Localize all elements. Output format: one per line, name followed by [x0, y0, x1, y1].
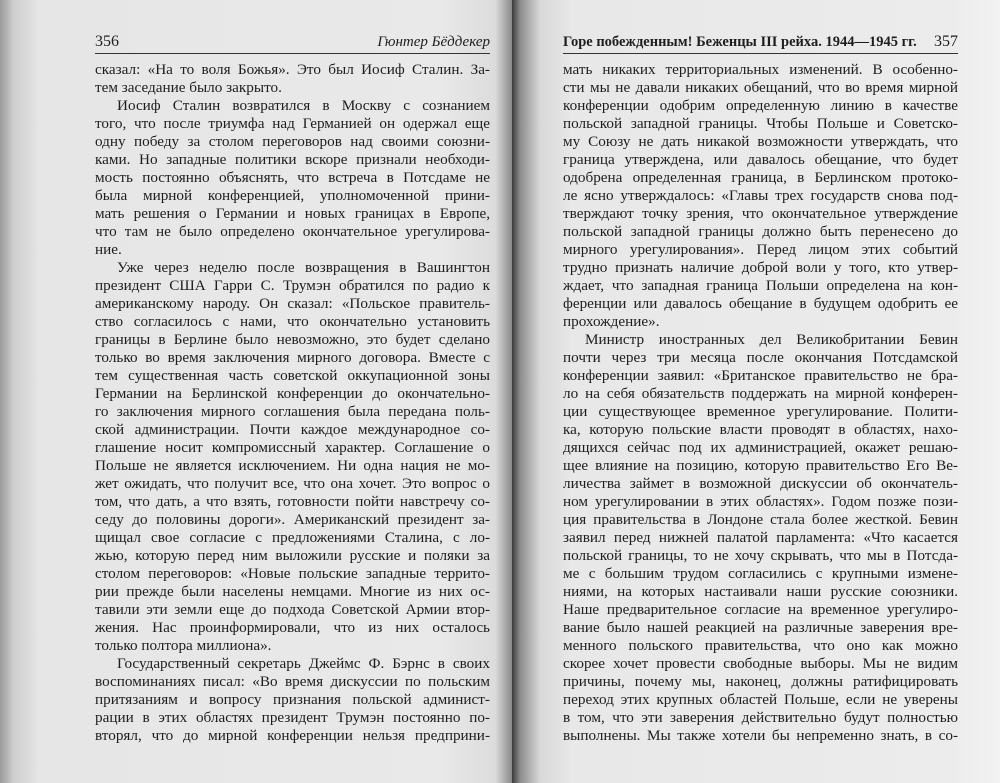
- text-line: личества займет в возможной дискуссии об окончатель-: [563, 475, 958, 492]
- left-page-text: [95, 61, 490, 745]
- text-line: ка, которую польские власти проводят в областях, нахо-: [563, 421, 958, 438]
- text-line: Министр иностранных дел Великобритании Бевин: [585, 331, 958, 348]
- text-line: того, что после триумфа над Германией он одержал еще: [95, 115, 490, 132]
- text-line: польской границы, то не хочу скрывать, что мы в Потсда-: [563, 547, 958, 564]
- text-line: вание было нашей реакцией на различные заверения вре-: [563, 619, 958, 636]
- text-line: мать никаких территориальных изменений. В особенно-: [563, 61, 958, 78]
- text-line: ждает, что западная граница Польши определена на кон-: [563, 277, 958, 294]
- text-line: ме с большим трудом согласились с крупными измене-: [563, 565, 958, 582]
- text-line: тавили эти земли еще до подхода Советской Армии втор-: [95, 601, 490, 618]
- text-line: щищал свое согласие с предложениями Сталина, с ло-: [95, 529, 490, 546]
- text-line: переход этих крупных областей Польше, если не уверены: [563, 691, 958, 708]
- text-line: президент США Гарри С. Трумэн обратился по радио к: [95, 277, 490, 294]
- text-line: ками. Но западные политики вскоре признали необходи-: [95, 151, 490, 168]
- text-line: ции существующее временное урегулирование. Полити-: [563, 403, 958, 420]
- text-line: том, что дать, а что взять, готовности пойти навстречу со-: [95, 493, 490, 510]
- text-line: причины, почему мы, наконец, должны ратифицировать: [563, 673, 958, 690]
- text-line: щее влияние на позицию, которую правительство Его Ве-: [563, 457, 958, 474]
- left-page-header: [95, 33, 490, 54]
- text-line: мирного урегулирования». Перед лицом этих событий: [563, 241, 958, 258]
- text-line: польской западной границы должно быть перенесено до: [563, 223, 958, 240]
- text-line: рации в этих областях президент Трумэн постоянно по-: [95, 709, 490, 726]
- text-line: скорее хочет провести свободные выборы. Мы не видим: [563, 655, 958, 672]
- text-line: вторял, что до мирной конференции нельзя предприни-: [95, 727, 490, 744]
- text-line: конференции заявил: «Британское правительство не бра-: [563, 367, 958, 384]
- text-line: жет ожидать, что получит все, что она хочет. Это вопрос о: [95, 475, 490, 492]
- right-page: [512, 0, 1000, 783]
- text-line: седу до половины дороги». Американский президент за-: [95, 511, 490, 528]
- text-line: заявил перед нижней палатой парламента: «Что касается: [563, 529, 958, 546]
- text-line: го заключения мирного соглашения была передана поль-: [95, 403, 490, 420]
- text-line: одну победу за столом переговоров над своими союзни-: [95, 133, 490, 150]
- text-line: только во время заключения мирного договора. Вместе с: [95, 349, 490, 366]
- text-line: ференции или давалось обещание в будущем одобрить ее: [563, 295, 958, 312]
- text-line: почти через три месяца после окончания Потсдамской: [563, 349, 958, 366]
- text-line: тем заседание было закрыто.: [95, 79, 282, 96]
- text-line: притязаниям и вопросу признания польской админист-: [95, 691, 490, 708]
- text-line: дящихся сейчас под их администрацией, окажет решаю-: [563, 439, 958, 456]
- text-line: конференции одобрим определенную линию в качестве: [563, 97, 958, 114]
- text-line: границы в Берлине было невозможно, это будет сделано: [95, 331, 490, 348]
- text-line: в том, что эти заверения действительно будут полностью: [563, 709, 958, 726]
- text-line: тверждают точку зрения, что окончательное утверждение: [563, 205, 958, 222]
- text-line: сти мы не давали никаких обещаний, что во время мирной: [563, 79, 958, 96]
- running-head-chapter: Горе побежденным! Беженцы III рейха. 1944—1945 гг.: [563, 34, 917, 50]
- text-line: жью, которую перед ним выложили русские и поляки за: [95, 547, 490, 564]
- text-line: мать решения о Германии и новых границах в Европе,: [95, 205, 490, 222]
- text-line: Наше предварительное согласие на временное урегулиро-: [563, 601, 958, 618]
- text-line: Уже через неделю после возвращения в Вашингтон: [117, 259, 490, 276]
- text-line: ло на себя обязательств поддержать на мирной конферен-: [563, 385, 958, 402]
- text-line: ние.: [95, 241, 122, 258]
- text-line: столом переговоров: «Новые польские западные террито-: [95, 565, 490, 582]
- text-line: мость постоянно объяснять, что встреча в Потсдаме не: [95, 169, 490, 186]
- text-line: рии прежде были населены немцами. Многие из них ос-: [95, 583, 490, 600]
- text-line: была мирной конференцией, уполномоченной прини-: [95, 187, 490, 204]
- text-line: жения. Нас проинформировали, что из них осталось: [95, 619, 490, 636]
- text-line: Польше не является исключением. Ни одна нация не мо-: [95, 457, 490, 474]
- text-line: ство согласилось с нами, что окончательно установить: [95, 313, 490, 330]
- text-line: американскому народу. Он сказал: «Польское правитель-: [95, 295, 490, 312]
- right-page-header: [563, 33, 958, 54]
- text-line: польской западной границы. Чтобы Польше и Советско-: [563, 115, 958, 132]
- right-page-text: [563, 61, 958, 745]
- page-number: 357: [934, 33, 958, 50]
- text-line: Германии на Берлинской конференции до окончательно-: [95, 385, 490, 402]
- text-line: тем существенная часть советской оккупационной зоны: [95, 367, 490, 384]
- text-line: ле ясно утверждалось: «Главы трех государств снова под-: [563, 187, 958, 204]
- text-line: прохождение».: [563, 313, 660, 330]
- text-line: менного польского правительства, что оно как можно: [563, 637, 958, 654]
- running-head-author: Гюнтер Бёддекер: [377, 34, 490, 50]
- text-line: выполнены. Мы также хотели бы непременно знать, в со-: [563, 727, 958, 744]
- page-number: 356: [95, 33, 119, 50]
- text-line: ской администрации. Почти каждое международное со-: [95, 421, 490, 438]
- text-line: Иосиф Сталин возвратился в Москву с сознанием: [117, 97, 490, 114]
- text-line: одобрена определенная граница, в Берлинском протоко-: [563, 169, 958, 186]
- text-line: му Союзу не дать никакой возможности утверждать, что: [563, 133, 958, 150]
- text-line: граница утверждена, или давалось обещание, что будет: [563, 151, 958, 168]
- text-line: глашение носит компромиссный характер. Соглашение о: [95, 439, 490, 456]
- text-line: Государственный секретарь Джеймс Ф. Бэрнс в своих: [117, 655, 490, 672]
- text-line: что там не было определено окончательное урегулирова-: [95, 223, 490, 240]
- text-line: воспоминаниях писал: «Во время дискуссии по польским: [95, 673, 490, 690]
- text-line: трудно признать наличие доброй воли у того, кто утвер-: [563, 259, 958, 276]
- text-line: ция правительства в Лондоне стала более жесткой. Бевин: [563, 511, 958, 528]
- text-line: сказал: «На то воля Божья». Это был Иосиф Сталин. За-: [95, 61, 490, 78]
- text-line: ном урегулировании в этих областях». Годом позже пози-: [563, 493, 958, 510]
- text-line: только полтора миллиона».: [95, 637, 272, 654]
- text-line: ниями, на которых настаивали наши русские союзники.: [563, 583, 958, 600]
